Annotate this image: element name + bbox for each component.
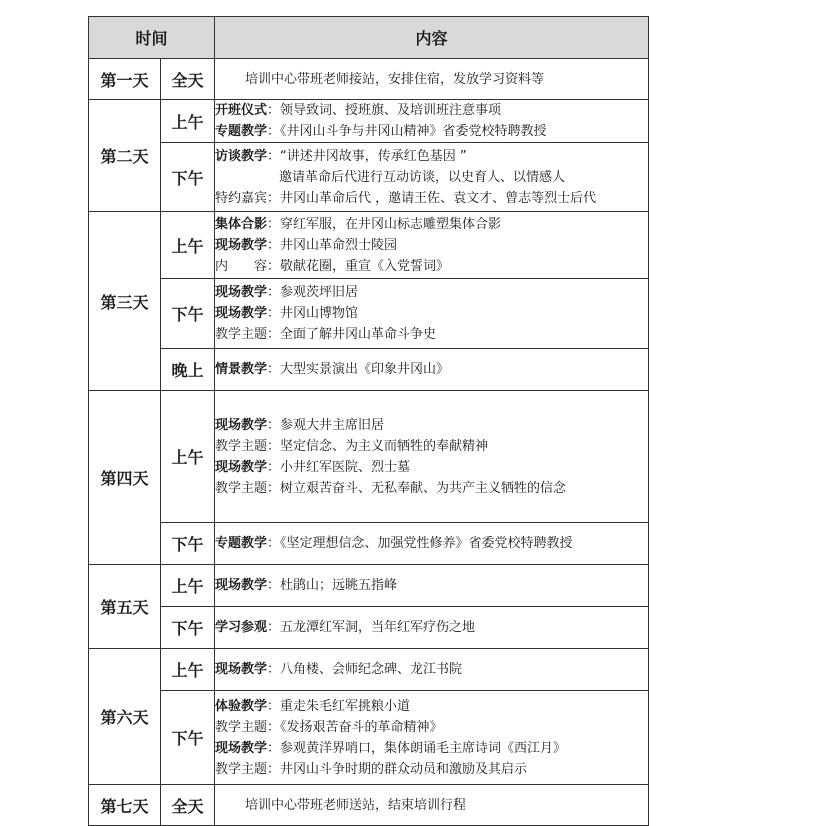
period-content	[215, 523, 649, 565]
period-label: 下午	[161, 607, 215, 649]
period-content	[215, 649, 649, 691]
content-line	[215, 696, 648, 717]
content-line-text: ：《坚定理想信念、加强党性修养》省委党校特聘教授	[267, 536, 573, 551]
content-line-text: 邀请革命后代进行互动访谈，以史育人、以情感人	[279, 169, 566, 185]
period-label: 下午	[161, 691, 215, 785]
content-line-text: 教学主题：树立艰苦奋斗、无私奉献、为共产主义牺牲的信念	[215, 480, 567, 496]
content-line-label: 现场教学	[215, 662, 268, 677]
content-line	[215, 214, 648, 235]
header-row	[89, 17, 649, 59]
content-line	[215, 324, 648, 345]
content-line-text: 教学主题：《发扬艰苦奋斗的革命精神》	[215, 719, 443, 735]
content-line	[215, 533, 648, 554]
period-label: 晚上	[161, 349, 215, 391]
content-line	[215, 457, 648, 478]
content-line-label: 现场教学	[215, 417, 268, 433]
content-line	[215, 738, 648, 759]
content-line	[215, 121, 648, 142]
schedule-row	[89, 649, 649, 691]
schedule-row	[89, 100, 649, 143]
schedule-row	[89, 565, 649, 607]
day-label: 第五天	[89, 565, 161, 649]
day-label: 第二天	[89, 100, 161, 212]
content-line	[215, 575, 648, 596]
content-line	[215, 436, 648, 457]
content-line-label: 现场教学	[215, 578, 268, 593]
content-line-label: 学习参观	[215, 620, 268, 635]
content-line-label: 现场教学	[215, 740, 268, 756]
period-label: 下午	[161, 523, 215, 565]
content-line-label: 现场教学	[215, 237, 268, 253]
content-line-label: 访谈教学	[215, 148, 268, 164]
content-line-text: ：杜鹃山；远眺五指峰	[267, 578, 398, 593]
content-line	[215, 303, 648, 324]
content-line-label: 体验教学	[215, 698, 268, 714]
period-content	[215, 565, 649, 607]
content-line	[215, 100, 648, 121]
content-line-text: 培训中心带班老师接站，安排住宿，发放学习资料等	[245, 71, 545, 87]
content-line-text: ：井冈山博物馆	[267, 306, 359, 321]
content-line-text: ：大型实景演出《印象井冈山》	[267, 362, 450, 377]
period-label: 上午	[161, 649, 215, 691]
schedule-row	[89, 607, 649, 649]
period-content	[215, 691, 649, 785]
content-line	[215, 188, 648, 209]
period-label: 全天	[161, 785, 215, 826]
schedule-row	[89, 691, 649, 785]
period-label: 上午	[161, 100, 215, 143]
content-line-label: 集体合影	[215, 216, 268, 232]
content-line	[215, 256, 648, 277]
day-label: 第四天	[89, 391, 161, 565]
day-label: 第一天	[89, 59, 161, 100]
content-line-text: ：领导致词、授班旗、及培训班注意事项	[267, 103, 502, 118]
period-label: 上午	[161, 391, 215, 523]
header-content: 内容	[215, 17, 649, 59]
period-content	[215, 279, 649, 349]
content-line	[215, 717, 648, 738]
schedule-row	[89, 785, 649, 826]
schedule-row	[89, 59, 649, 100]
content-line-text: ：小井红军医院、烈士墓	[267, 459, 411, 475]
period-content	[215, 349, 649, 391]
content-line-label: 现场教学	[215, 285, 268, 300]
period-label: 下午	[161, 279, 215, 349]
content-line-label: 专题教学	[215, 124, 268, 139]
content-line	[215, 146, 648, 167]
schedule-table	[88, 16, 649, 826]
content-line	[215, 415, 648, 436]
content-line-label: 开班仪式	[215, 103, 268, 118]
content-line-text: 教学主题：坚定信念、为主义而牺牲的奉献精神	[215, 438, 489, 454]
content-line-text: ：五龙潭红军洞，当年红军疗伤之地	[267, 620, 476, 635]
content-line	[215, 235, 648, 256]
content-line-text: ：参观茨坪旧居	[267, 285, 359, 300]
content-line-text: ：重走朱毛红军挑粮小道	[267, 698, 411, 714]
content-line-text: 教学主题：井冈山斗争时期的群众动员和激励及其启示	[215, 761, 528, 777]
schedule-row	[89, 391, 649, 523]
content-line-text: 教学主题：全面了解井冈山革命斗争史	[215, 327, 437, 342]
schedule-row	[89, 349, 649, 391]
schedule-row	[89, 279, 649, 349]
content-line-label: 现场教学	[215, 306, 268, 321]
content-line-text: ：“讲述井冈故事，传承红色基因 ”	[267, 148, 467, 164]
period-content	[215, 100, 649, 143]
day-label: 第三天	[89, 212, 161, 391]
content-line-label: 情景教学	[215, 362, 268, 377]
period-content	[215, 59, 649, 100]
content-line	[215, 795, 648, 816]
period-label: 上午	[161, 565, 215, 607]
period-content	[215, 607, 649, 649]
content-line	[215, 359, 648, 380]
period-content	[215, 143, 649, 212]
period-content	[215, 785, 649, 826]
content-line-text: 特约嘉宾：井冈山革命后代 ，邀请王佐、袁文才、曾志等烈士后代	[215, 190, 597, 206]
period-label: 下午	[161, 143, 215, 212]
content-line-text: ：参观大井主席旧居	[267, 417, 385, 433]
schedule-row	[89, 523, 649, 565]
schedule-row	[89, 143, 649, 212]
content-line	[215, 69, 648, 90]
content-line-text: ：《井冈山斗争与井冈山精神》省委党校特聘教授	[267, 124, 547, 139]
content-line-text: ：参观黄洋界哨口，集体朗诵毛主席诗词《西江月》	[267, 740, 567, 756]
content-line	[215, 478, 648, 499]
day-label: 第六天	[89, 649, 161, 785]
content-line-label: 现场教学	[215, 459, 268, 475]
content-line-text: ：八角楼、会师纪念碑、龙江书院	[267, 662, 463, 677]
content-line-text: ：井冈山革命烈士陵园	[267, 237, 398, 253]
content-line	[215, 759, 648, 780]
content-line-text: ：穿红军服，在井冈山标志雕塑集体合影	[267, 216, 502, 232]
period-label: 全天	[161, 59, 215, 100]
content-line	[215, 167, 648, 188]
schedule-body	[89, 59, 649, 826]
header-time: 时间	[89, 17, 215, 59]
day-label: 第七天	[89, 785, 161, 826]
content-line-text: 内 容：敬献花圈，重宣《入党誓词》	[215, 258, 450, 274]
period-label: 上午	[161, 212, 215, 279]
content-line-text: 培训中心带班老师送站，结束培训行程	[245, 797, 467, 813]
period-content	[215, 212, 649, 279]
content-line	[215, 659, 648, 680]
schedule-row	[89, 212, 649, 279]
period-content	[215, 391, 649, 523]
content-line-label: 专题教学	[215, 536, 268, 551]
content-line	[215, 282, 648, 303]
content-line	[215, 617, 648, 638]
